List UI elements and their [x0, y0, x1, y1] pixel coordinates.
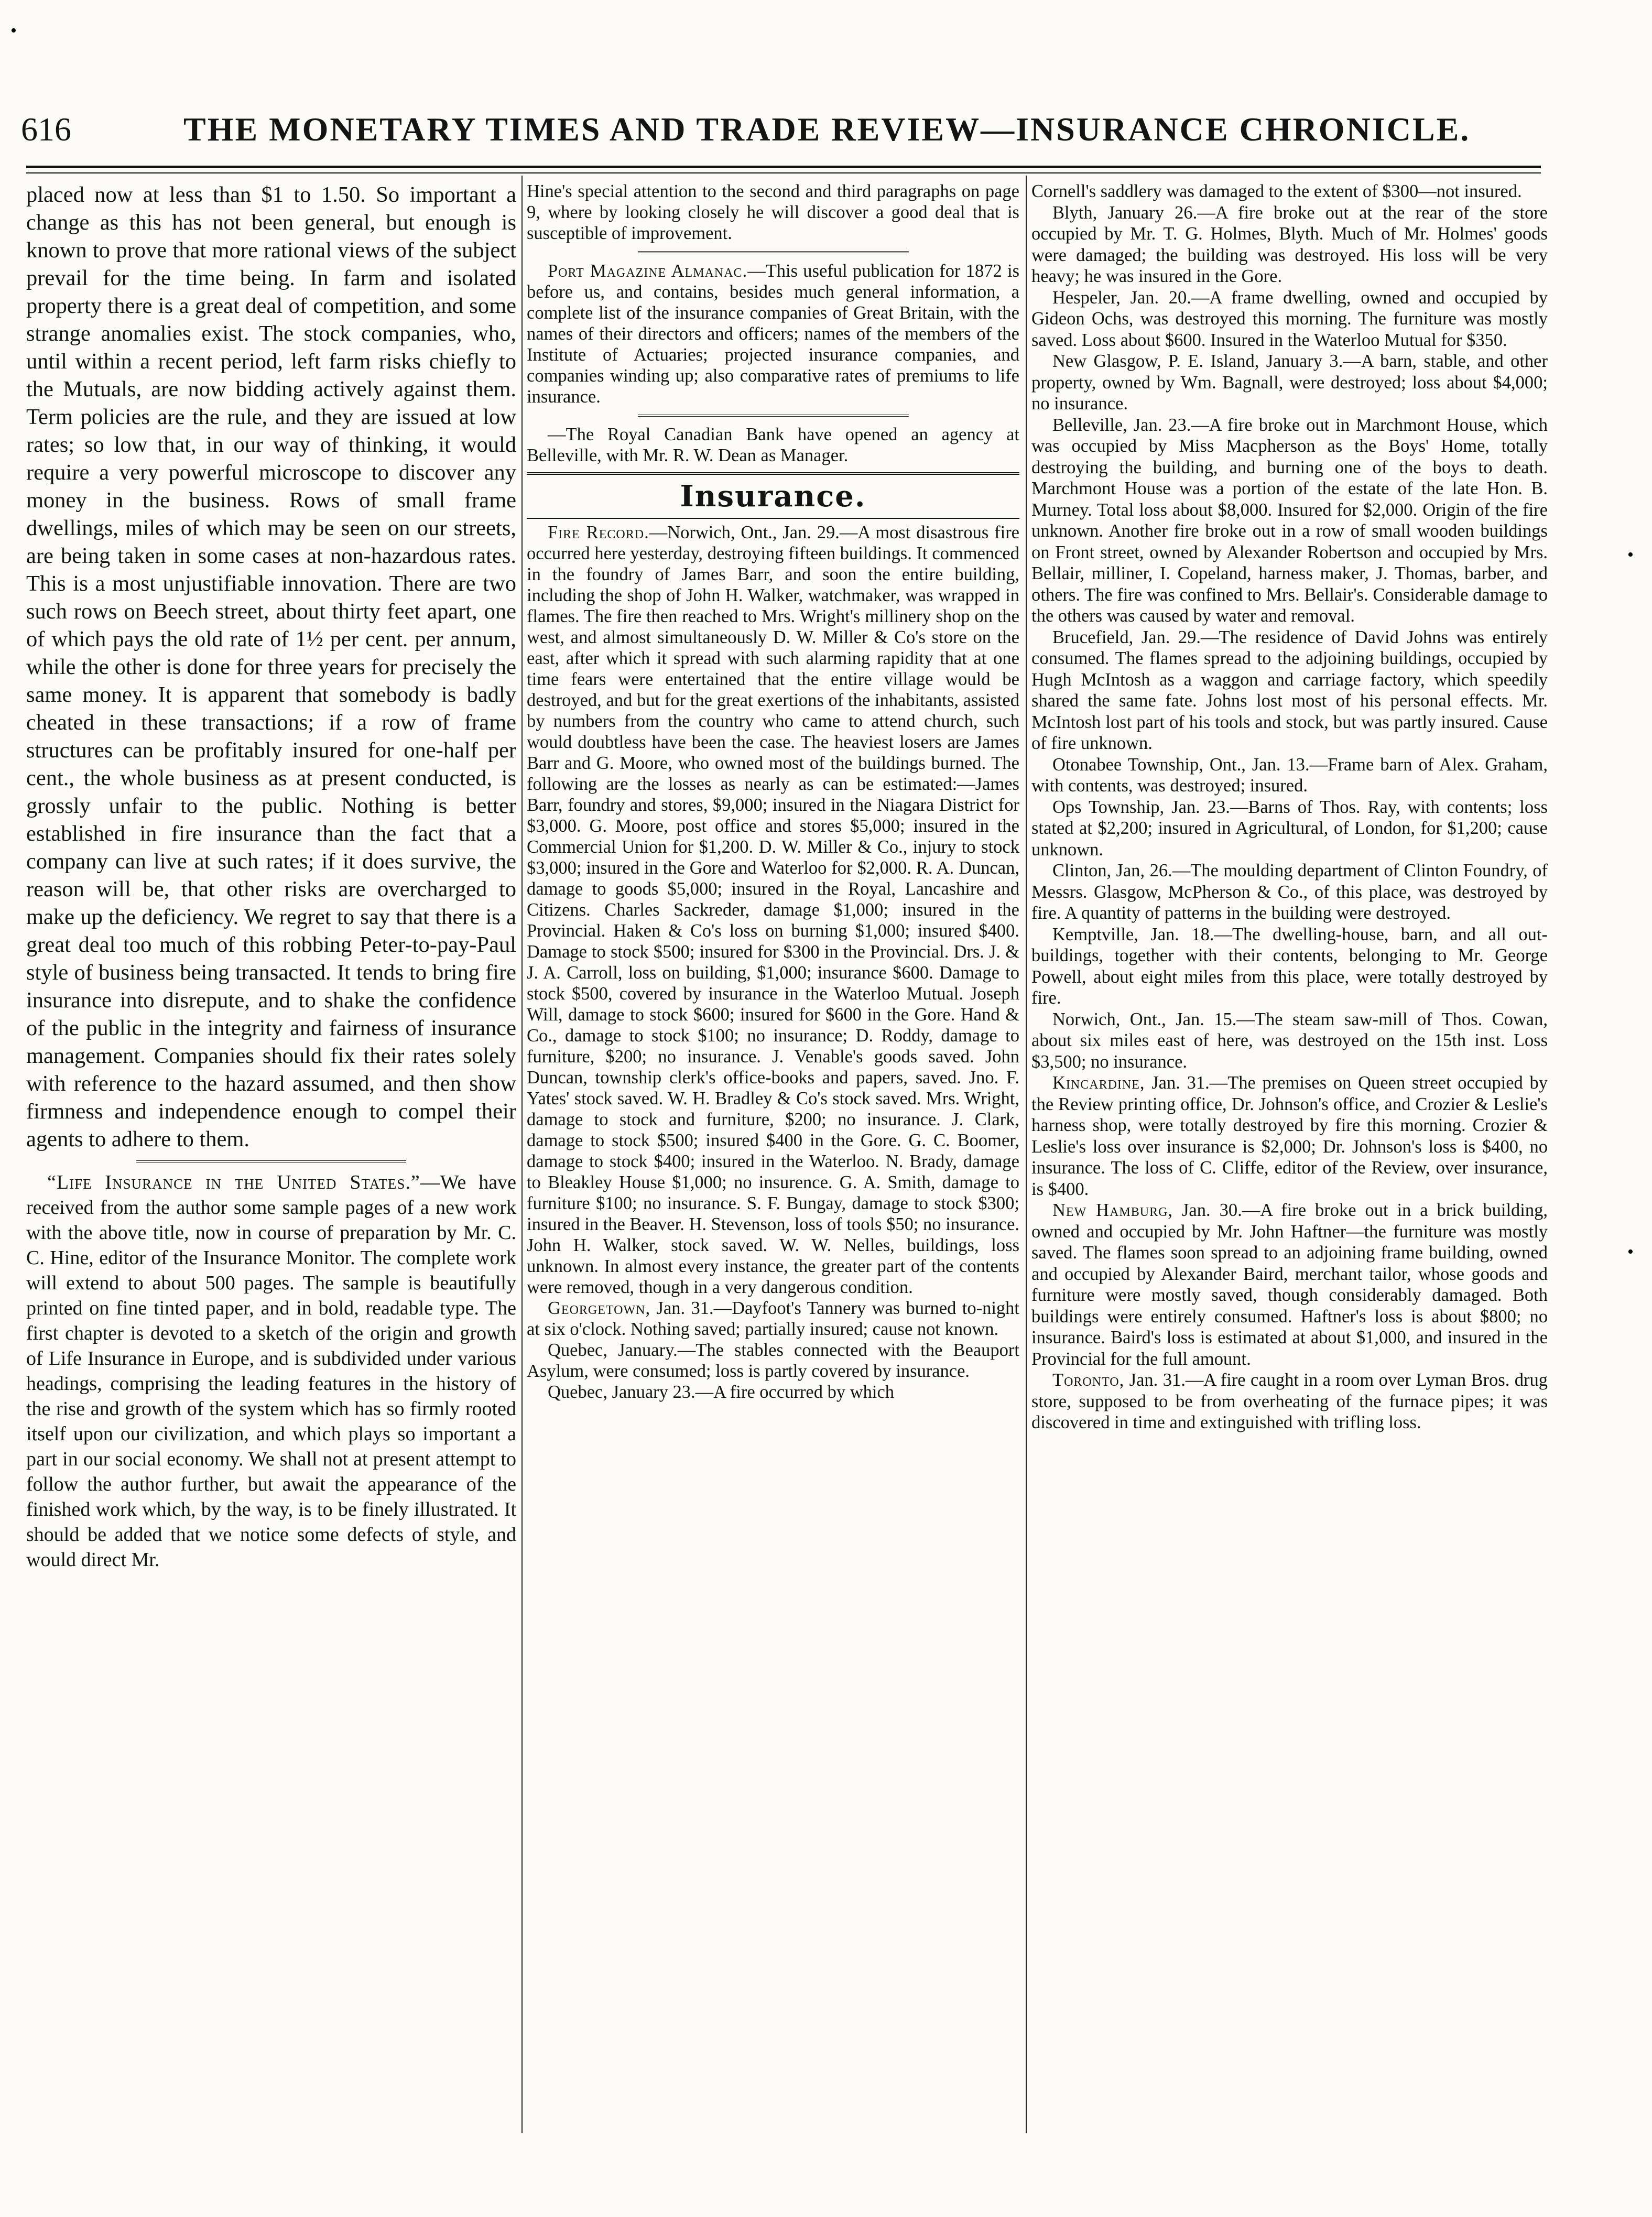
article-paragraph: Cornell's saddlery was damaged to the extent of $300—not insured.	[1031, 181, 1522, 201]
article-paragraph: —The Royal Canadian Bank have opened an agency at Belleville, with Mr. R. W. Dean as Manager.	[527, 425, 1019, 465]
scan-speck-mark: •	[1627, 545, 1634, 564]
article-paragraph: Hine's special attention to the second and third paragraphs on page 9, where by looking closely he will discover a good deal that is susceptible of improvement.	[527, 181, 1019, 243]
article-paragraph: Brucefield, Jan. 29.—The residence of David Johns was entirely consumed. The flames spread to the adjoining buildings, occupied by Hugh McIntosh as a waggon and carriage factory, which speedily shared the same fate. Johns lost most of his personal effects. Mr. McIntosh lost part of his tools and stock, but was partly insured. Cause of fire unknown.	[1031, 627, 1548, 753]
article-paragraph: placed now at less than $1 to 1.50. So important a change as this has not been general, but enough is known to prove that more rational views of the subject prevail for the time being. In farm and isolated property there is a great deal of competition, and some strange anomalies exist. The stock companies, who, until within a recent period, left farm risks chiefly to the Mutuals, are now bidding actively against them. Term policies are the rule, and they are issued at low rates; so low that, in our way of thinking, it would require a very powerful microscope to discover any money in the business. Rows of small frame dwellings, miles of which may be seen on our streets, are being taken in some cases at non-hazardous rates. This is a most unjustifiable innovation. There are two such rows on Beech street, about thirty feet apart, one of which pays the old rate of 1½ per cent. per annum, while the other is done for three years for precisely the same money. It is apparent that somebody is badly cheated in these transactions; if a row of frame structures can be profitably insured for one-half per cent., the whole business as at present conducted, is grossly unfair to the public. Nothing is better established in fire insurance than the fact that a company can live at such rates; if it does survive, the reason will be, that other risks are overcharged to make up the deficiency. We regret to say that there is a great deal too much of this robbing Peter-to-pay-Paul style of business being transacted. It tends to bring fire insurance into disrepute, and to shake the confidence of the public in the integrity and fairness of insurance management. Companies should fix their rates solely with reference to the hazard assumed, and then show firmness and independence enough to compel their agents to adhere to them.	[26, 182, 516, 1151]
article-paragraph	[26, 1170, 516, 1572]
article-body: —This useful publication for 1872 is before us, and contains, besides much general information, a complete list of the insurance companies of Great Britain, with the names of their directors and officers; names of the members of the Institute of Actuaries; projected insurance companies, and companies winding up; also comparative rates of premiums to life insurance.	[527, 261, 1019, 407]
article-paragraph: New Glasgow, P. E. Island, January 3.—A barn, stable, and other property, owned by Wm. Bagnall, were destroyed; loss about $4,000; no insurance.	[1031, 351, 1548, 414]
column-divider	[521, 176, 523, 2133]
article-lead: Fire Record.	[548, 523, 649, 542]
section-separator	[638, 415, 909, 417]
article-paragraph: Quebec, January.—The stables connected with the Beauport Asylum, were consumed; loss is partly covered by insurance.	[527, 1340, 1019, 1381]
article-paragraph: Ops Township, Jan. 23.—Barns of Thos. Ray, with contents; loss stated at $2,200; insured in Agricultural, of London, for $1,200; cause unknown.	[1031, 797, 1548, 860]
article-body: Jan. 30.—A fire broke out in a brick building, owned and occupied by Mr. John Haftner—the furniture was mostly saved. The flames soon spread to an adjoining frame building, owned and occupied by Alexander Baird, merchant tailor, whose goods and furniture were mostly saved, though considerably damaged. Both buildings were entirely consumed. Haftner's loss is about $800; no insurance. Baird's loss is estimated at about $1,000, and insured in the Provincial for the full amount.	[1031, 1200, 1548, 1369]
column-3	[1031, 181, 1548, 2133]
article-paragraph	[527, 260, 1019, 407]
header-rule	[26, 166, 1541, 173]
article-paragraph: Hespeler, Jan. 20.—A frame dwelling, owned and occupied by Gideon Ochs, was destroyed this morning. The furniture was mostly saved. Loss about $600. Insured in the Waterloo Mutual for $350.	[1031, 287, 1548, 350]
article-body: Jan. 31.—A fire caught in a room over Lyman Bros. drug store, supposed to be from overheating of the furnace pipes; it was discovered in time and extinguished with trifling loss.	[1031, 1370, 1548, 1432]
article-body: —Norwich, Ont., Jan. 29.—A most disastrous fire occurred here yesterday, destroying fifteen buildings. It commenced in the foundry of James Barr, and soon the entire building, including the shop of John H. Walker, watchmaker, was wrapped in flames. The fire then reached to Mrs. Wright's millinery shop on the west, and almost simultaneously D. W. Miller & Co's store on the east, after which it spread with such alarming rapidity that at one time fears were entertained that the entire village would be destroyed, and but for the great exertions of the inhabitants, assisted by numbers from the country who came to attend church, such would doubtless have been the case. The heaviest losers are James Barr and G. Moore, who owned most of the buildings burned. The following are the losses as nearly as can be estimated:—James Barr, foundry and stores, $9,000; insured in the Niagara District for $3,000. G. Moore, post office and stores $5,000; insured in the Commercial Union for $1,200. D. W. Miller & Co., injury to stock $3,000; insured in the Gore and Waterloo for $2,000. R. A. Duncan, damage to goods $5,000; insured in the Royal, Lancashire and Citizens. Charles Sackreder, damage $1,000; insured in the Provincial. Haken & Co's loss on burning $1,000; insured $400. Damage to stock $500; insured for $300 in the Provincial. Drs. J. & J. A. Carroll, loss on building, $1,000; insurance $600. Damage to stock $500, covered by insurance in the Waterloo Mutual. Joseph Will, damage to stock $600; insured for $600 in the Gore. Hand & Co., damage to stock $100; no insurance; D. Roddy, damage to furniture, $200; no insurance. J. Venable's goods saved. John Duncan, township clerk's office-books and papers, saved. Jno. F. Yates' stock saved. W. H. Bradley & Co's stock saved. Mrs. Wright, damage to stock and furniture, $200; no insurance. J. Clark, damage to stock $500; insured $400 in the Gore. G. C. Boomer, damage to stock $400; insured in the Waterloo. N. Brady, damage to Bleakley House $1,000; no insurence. G. A. Smith, damage to furniture $100; no insurance. S. F. Bungay, damage to stock $300; insured in the Beaver. H. Stevenson, loss of tools $50; no insurance. John H. Walker, stock saved. W. W. Nelles, buildings, loss unknown. In almost every instance, the greater part of the contents were removed, though in a very dangerous condition.	[527, 523, 1019, 1297]
article-body: Jan. 31.—Dayfoot's Tannery was burned to-night at six o'clock. Nothing saved; partially insured; cause not known.	[527, 1298, 1019, 1339]
article-lead: Georgetown,	[548, 1298, 651, 1318]
article-lead: New Hamburg,	[1052, 1200, 1173, 1220]
article-paragraph	[527, 1298, 1019, 1340]
section-heading: Insurance.	[680, 479, 866, 514]
column-divider	[1026, 176, 1027, 2133]
article-body: Jan. 31.—The premises on Queen street occupied by the Review printing office, Dr. Johnson's office, and Crozier & Leslie's harness shop, were totally destroyed by fire this morning. Crozier & Leslie's loss over insurance is $2,000; Dr. Johnson's loss is $400, no insurance. The loss of C. Cliffe, editor of the Review, over insurance, is $400.	[1031, 1073, 1548, 1199]
article-paragraph: Blyth, January 26.—A fire broke out at the rear of the store occupied by Mr. T. G. Holmes, Blyth. Much of Mr. Holmes' goods were damaged; the building was destroyed. His loss will be very heavy; he was insured in the Gore.	[1031, 202, 1548, 286]
page-number: 616	[21, 111, 71, 148]
article-body: —We have received from the author some sample pages of a new work with the above title, now in course of preparation by Mr. C. C. Hine, editor of the Insurance Monitor. The complete work will extend to about 500 pages. The sample is beautifully printed on fine tinted paper, and in bold, readable type. The first chapter is devoted to a sketch of the origin and growth of Life Insurance in Europe, and is subdivided under various headings, comprising the leading features in the history of the rise and growth of the system which has so firmly rooted itself upon our civilization, and which plays so important a part in our social economy. We shall not at present attempt to follow the author further, but await the appearance of the finished work which, by the way, is to be finely illustrated. It should be added that we notice some defects of style, and would direct Mr.	[26, 1171, 516, 1571]
section-heading-box	[527, 472, 1019, 519]
article-lead: Port Magazine Almanac.	[548, 261, 748, 281]
column-2	[527, 181, 1019, 2133]
article-paragraph: Norwich, Ont., Jan. 15.—The steam saw-mill of Thos. Cowan, about six miles east of here, was destroyed on the 15th inst. Loss $3,500; no insurance.	[1031, 1009, 1548, 1072]
article-paragraph: Belleville, Jan. 23.—A fire broke out in Marchmont House, which was occupied by Miss Macpherson as the Boys' Home, totally destroying the building, and burning one of the boys to death. Marchmont House was a portion of the estate of the late Hon. B. Murney. Total loss about $8,000. Insured for $2,000. Origin of the fire unknown. Another fire broke out in a row of small wooden buildings on Front street, owned by Alexander Robertson and occupied by Mrs. Bellair, milliner, I. Copeland, harness maker, J. Thomas, barber, and others. The fire was confined to Mrs. Bellair's. Considerable damage to the others was caused by water and removal.	[1031, 415, 1548, 626]
scan-speck-mark: •	[1627, 1242, 1634, 1262]
article-paragraph	[1031, 1370, 1548, 1433]
column-1	[26, 181, 516, 2133]
masthead-title: THE MONETARY TIMES AND TRADE REVIEW—INSURANCE CHRONICLE.	[183, 111, 1471, 148]
article-lead: Kincardine,	[1052, 1073, 1145, 1093]
page-header	[21, 105, 1546, 162]
article-paragraph: Kemptville, Jan. 18.—The dwelling-house, barn, and all out-buildings, together with their contents, belonging to Mr. George Powell, about eight miles from this place, were totally destroyed by fire.	[1031, 924, 1548, 1008]
article-paragraph: Clinton, Jan, 26.—The moulding department of Clinton Foundry, of Messrs. Glasgow, McPherson & Co., of this place, was destroyed by fire. A quantity of patterns in the building were destroyed.	[1031, 861, 1548, 923]
article-lead: Toronto,	[1052, 1370, 1125, 1390]
article-paragraph: Otonabee Township, Ont., Jan. 13.—Frame barn of Alex. Graham, with contents, was destroyed; insured.	[1031, 754, 1548, 796]
article-paragraph	[1031, 1072, 1548, 1200]
article-paragraph	[1031, 1200, 1548, 1370]
article-lead: “Life Insurance in the United States.”	[47, 1171, 420, 1193]
article-paragraph: Quebec, January 23.—A fire occurred by which	[548, 1382, 895, 1402]
article-paragraph	[527, 522, 1019, 1298]
section-separator	[136, 1160, 406, 1162]
scan-speck-mark: •	[10, 21, 17, 40]
section-separator	[638, 251, 909, 253]
